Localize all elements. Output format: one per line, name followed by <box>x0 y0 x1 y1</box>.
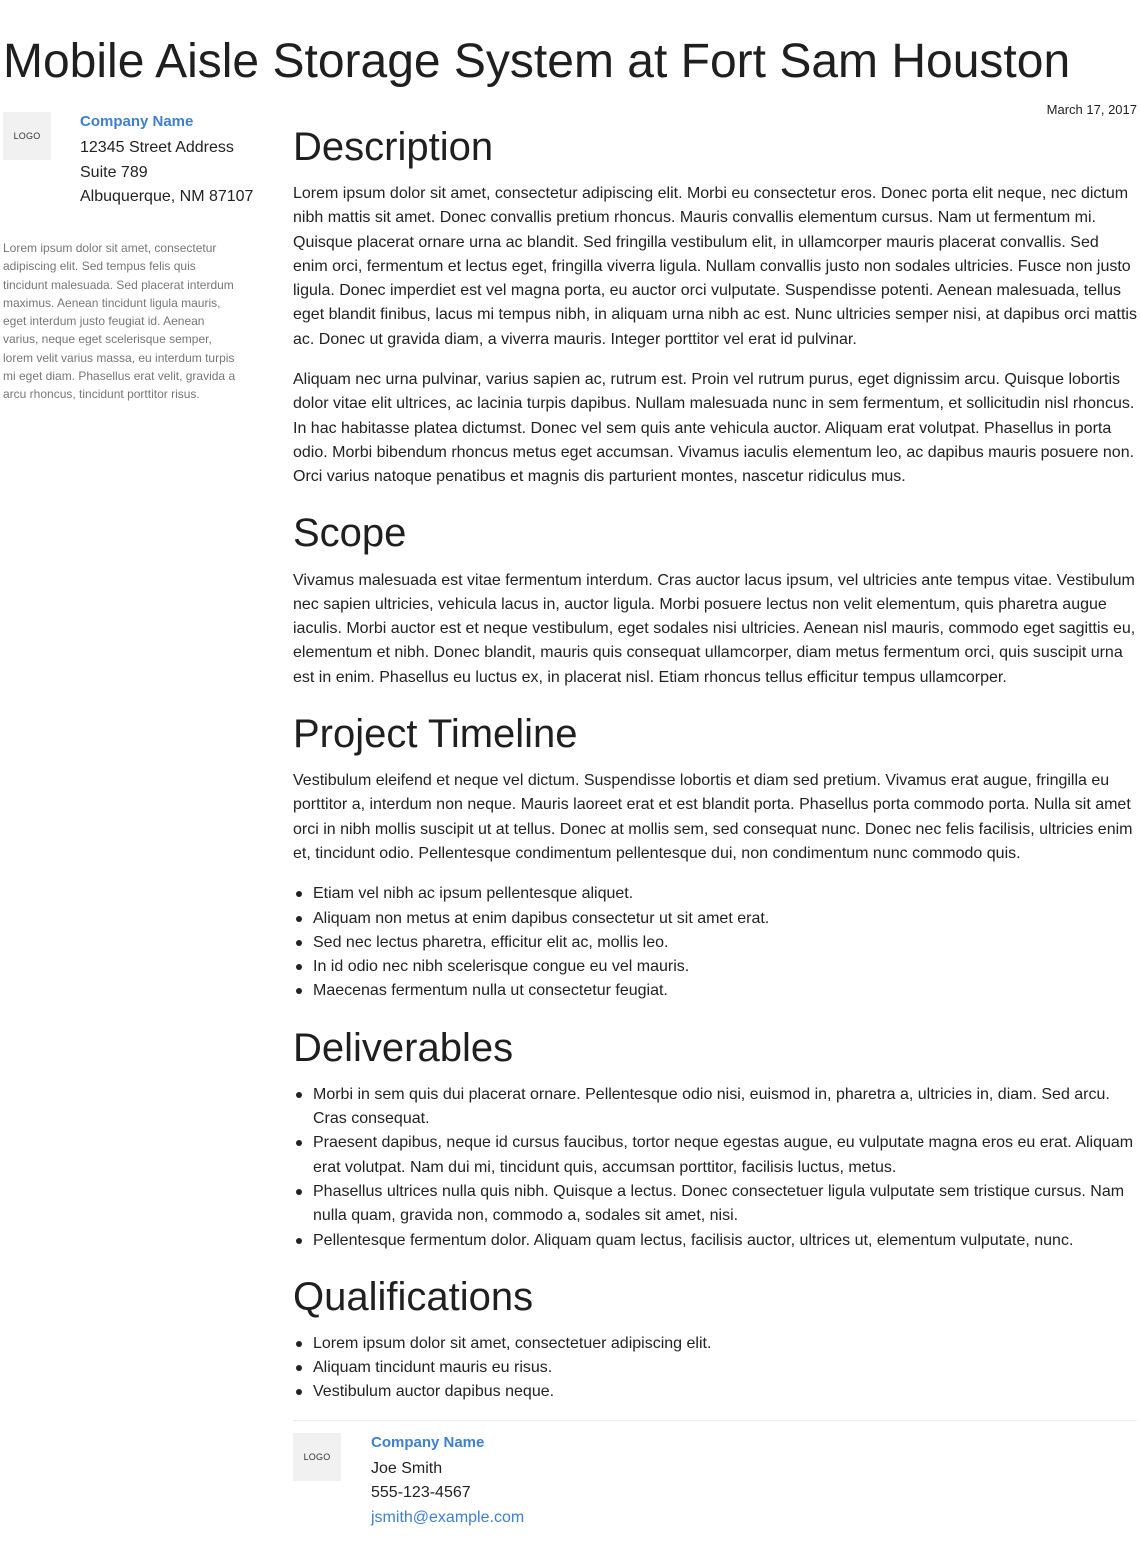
section-heading: Qualifications <box>293 1274 534 1319</box>
contact-block <box>293 1433 1137 1543</box>
main-content <box>293 124 1137 1543</box>
list-item: Sed nec lectus pharetra, efficitur elit ac, mollis leo. <box>293 931 1137 955</box>
list-item: Etiam vel nibh ac ipsum pellentesque aliquet. <box>293 882 1137 906</box>
contact-email-link[interactable]: jsmith@example.com <box>371 1508 525 1526</box>
list-item: Lorem ipsum dolor sit amet, consectetuer adipiscing elit. <box>293 1332 1137 1356</box>
contact-person: Joe Smith <box>371 1459 443 1477</box>
timeline-list <box>293 882 1137 1003</box>
contact-phone: 555-123-4567 <box>371 1484 471 1502</box>
company-address <box>80 136 253 210</box>
list-item: Pellentesque fermentum dolor. Aliquam quam lectus, facilisis auctor, ultrices ut, elementum vulputate, nunc. <box>293 1229 1137 1253</box>
section-description <box>293 124 1137 490</box>
paragraph: Lorem ipsum dolor sit amet, consectetur adipiscing elit. Morbi eu consectetur eros. Donec porta elit neque, nec dictum nibh mattis sit amet. Donec convallis pretium rhoncus. Mauris convallis elementum cursus. Nam ut fermentum mi. Quisque placerat ornare urna ac blandit. Sed fringilla vestibulum elit, in ullamcorper mauris placerat convallis. Sed enim orci, fermentum et lectus eget, fringilla viverra ligula. Nullam convallis justo non sodales ultricies. Fusce non justo ligula. Donec imperdiet est vel magna porta, eu auctor orci vulputate. Suspendisse potenti. Aenean malesuada, tellus eget blandit finibus, lacus mi tempus nibh, in aliquam urna nibh ac est. Nunc ultricies semper nisi, at dapibus orci mattis ac. Donec ut gravida diam, a viverra mauris. Integer porttitor vel erat id pulvinar. <box>293 185 1137 348</box>
section-scope <box>293 510 1137 690</box>
paragraph: Vivamus malesuada est vitae fermentum interdum. Cras auctor lacus ipsum, vel ultricies ante tempus vitae. Vestibulum nec sapien ultricies, vehicula lacus in, auctor ligula. Morbi posuere lectus non velit elementum, quis pharetra augue iaculis. Morbi auctor est et neque vestibulum, eget sodales nisi ultricies. Aenean nisl mauris, commodo eget sagittis eu, elementum et nibh. Donec blandit, mauris quis consequat ullamcorper, diam metus fermentum orci, quis suscipit urna est in enim. Phasellus eu luctus ex, in placerat nisl. Etiam rhoncus tellus efficitur tempus ullamcorper. <box>293 571 1136 686</box>
logo-text: LOGO <box>303 1451 331 1462</box>
list-item: Vestibulum auctor dapibus neque. <box>293 1380 1137 1404</box>
address-line: Suite 789 <box>80 163 148 181</box>
list-item: Praesent dapibus, neque id cursus faucibus, tortor neque egestas augue, eu vulputate magna eros eu erat. Aliquam erat volutpat. Nam dui mi, tincidunt quis, accumsan porttitor, facilisis luctus, metus. <box>293 1131 1137 1180</box>
company-block <box>80 112 253 210</box>
company-name[interactable]: Company Name <box>371 1433 485 1451</box>
list-item: Phasellus ultrices nulla quis nibh. Quisque a lectus. Donec consectetuer ligula vulputate sem tristique cursus. Nam nulla quam, gravida non, commodo a, sodales sit amet, nisi. <box>293 1180 1137 1229</box>
list-item: Aliquam tincidunt mauris eu risus. <box>293 1356 1137 1380</box>
qualifications-list <box>293 1332 1137 1405</box>
sidebar-note: Lorem ipsum dolor sit amet, consectetur adipiscing elit. Sed tempus felis quis tincidunt malesuada. Sed placerat interdum maximus. Aenean tincidunt ligula mauris, eget interdum justo feugiat id. Aenean varius, neque eget scelerisque semper, lorem velit varius massa, eu interdum turpis mi eget diam. Phasellus erat velit, gravida a arcu rhoncus, tincidunt porttitor risus. <box>3 241 236 402</box>
divider <box>293 1420 1137 1421</box>
company-logo <box>293 1433 341 1481</box>
list-item: In id odio nec nibh scelerisque congue eu vel mauris. <box>293 955 1137 979</box>
section-heading: Description <box>293 125 494 169</box>
document-date: March 17, 2017 <box>1046 102 1137 117</box>
section-qualifications <box>293 1274 1137 1405</box>
contact-details <box>371 1433 524 1531</box>
section-heading: Deliverables <box>293 1025 514 1070</box>
deliverables-list <box>293 1083 1137 1253</box>
contact-info <box>371 1457 524 1531</box>
list-item: Aliquam non metus at enim dapibus consectetur ut sit amet erat. <box>293 907 1137 931</box>
page-title: Mobile Aisle Storage System at Fort Sam Houston <box>3 35 1071 88</box>
logo-text: LOGO <box>13 131 41 141</box>
address-line: Albuquerque, NM 87107 <box>80 188 254 205</box>
section-heading: Scope <box>293 510 407 555</box>
address-line: 12345 Street Address <box>80 139 234 156</box>
paragraph: Vestibulum eleifend et neque vel dictum. Suspendisse lobortis et diam sed pretium. Vivamus erat augue, fringilla eu porttitor a, interdum non neque. Mauris laoreet erat et est blandit porta. Phasellus porta commodo porta. Nulla sit amet orci in nibh mollis suscipit ut at tellus. Donec at mollis sem, sed consequat nunc. Donec nec felis facilisis, ultricies enim et, tincidunt odio. Pellentesque condimentum pellentesque dui, non condimentum nunc commodo quis. <box>293 772 1133 862</box>
company-logo <box>3 112 51 160</box>
list-item: Maecenas fermentum nulla ut consectetur feugiat. <box>293 979 1137 1003</box>
list-item: Morbi in sem quis dui placerat ornare. Pellentesque odio nisi, euismod in, pharetra a, ultricies in, diam. Sed arcu. Cras consequat. <box>293 1083 1137 1132</box>
section-project-timeline <box>293 711 1137 1004</box>
paragraph: Aliquam nec urna pulvinar, varius sapien ac, rutrum est. Proin vel rutrum purus, eget dignissim arcu. Quisque lobortis dolor vitae elit ultrices, ac lacinia turpis dapibus. Nullam malesuada nunc in sem fermentum, et sollicitudin nisl rhoncus. In hac habitasse platea dictumst. Donec vel sem quis ante vehicula auctor. Aliquam erat volutpat. Phasellus in porta odio. Morbi bibendum rhoncus metus eget accumsan. Vivamus iaculis elementum leo, ac dapibus mauris posuere non. Orci varius natoque penatibus et magnis dis parturient montes, nascetur ridiculus mus. <box>293 371 1135 486</box>
company-name[interactable]: Company Name <box>80 113 194 130</box>
section-deliverables <box>293 1025 1137 1253</box>
section-heading: Project Timeline <box>293 712 578 757</box>
